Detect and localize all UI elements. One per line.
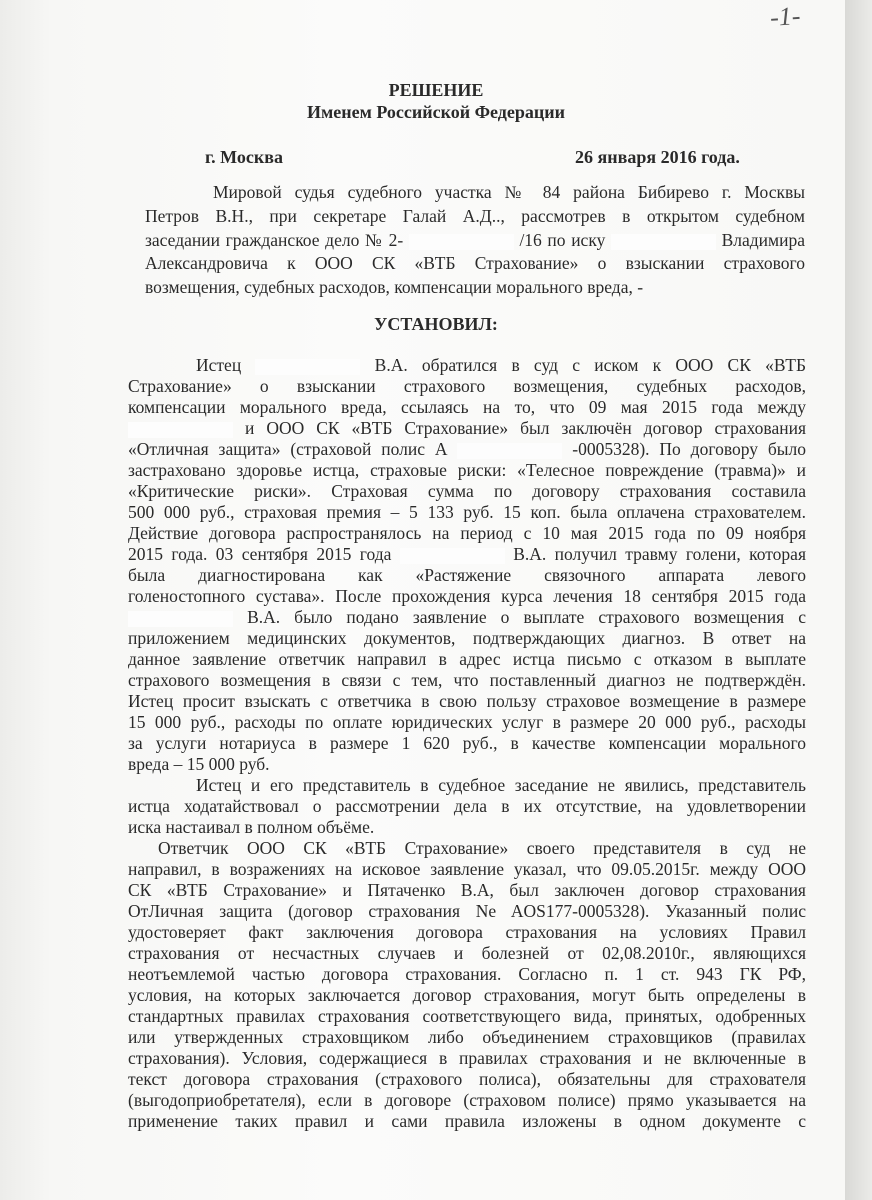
text-line [128,796,806,817]
text-segment: Истец и его представитель в судебное заседание не явились, представитель [196,775,806,795]
text-segment: направил, в возражениях на исковое заявление указал, что 09.05.2015г. между ООО [128,859,806,879]
handwritten-page-number: -1- [768,0,802,33]
text-segment: заседании гражданское дело № 2- [145,229,404,250]
text-line [128,922,806,943]
text-segment: В.А. было подано заявление о выплате страхового возмещения с [247,607,807,627]
text-segment: Действие договора распространялось на период с 10 мая 2015 года по 09 ноября [128,523,806,543]
page-edge-shadow [845,0,872,1200]
text-line [128,481,806,502]
text-segment: страхового возмещения в связи с тем, что поставленный диагноз не подтверждён. [128,670,806,690]
text-line [128,586,806,607]
redacted-name [128,422,233,438]
text-segment: Владимира [721,229,806,250]
text-line [145,252,805,276]
text-segment: текст договора страхования (страхового полиса), обязательны для страхователя [128,1069,806,1089]
redacted-name [409,234,514,250]
text-segment: -0005328). По договору было [572,439,806,459]
text-line [128,397,806,418]
decision-date: 26 января 2016 года. [575,147,740,167]
text-line [128,502,806,523]
text-segment: (выгодоприобретателя), если в договоре (страховом полисе) прямо указывается на [128,1090,806,1110]
text-segment: Истец [196,355,242,375]
text-line [128,712,806,733]
text-line [128,670,806,691]
body-text [128,355,806,1132]
text-line [128,754,806,775]
text-line [128,628,806,649]
text-segment: приложением медицинских документов, подтверждающих диагноз. В ответ на [128,628,806,648]
text-segment: или утвержденных страховщиком либо объединением страховщиков (правилах [128,1027,806,1047]
text-line [128,733,806,754]
text-segment: застраховано здоровье истца, страховые риски: «Телесное повреждение (травма)» и [128,460,806,480]
text-line [128,439,806,460]
text-segment: 2015 года. 03 сентября 2015 года [128,544,392,564]
text-segment: голеностопного сустава». После прохождения курса лечения 18 сентября 2015 года [128,586,806,606]
text-segment: /16 по иску [519,229,606,250]
text-line [128,565,806,586]
text-segment: и ООО СК «ВТБ Страхование» был заключён договор страхования [244,418,807,438]
text-segment: стандартных правилах страхования соответствующего вида, принятых, одобренных [128,1006,806,1026]
text-line [128,838,806,859]
text-line [128,775,806,796]
text-segment: за услуги нотариуса в размере 1 620 руб., в качестве компенсации морального [128,733,806,753]
document-title: РЕШЕНИЕ [388,80,484,100]
text-segment: вреда – 15 000 руб. [128,754,270,774]
text-line [128,1027,806,1048]
text-segment: 500 000 руб., страховая премия – 5 133 руб. 15 коп. была оплачена страхователем. [128,502,806,522]
text-line [128,649,806,670]
text-line [128,880,806,901]
text-line [128,859,806,880]
text-segment: возмещения, судебных расходов, компенсации морального вреда, - [145,277,644,298]
text-segment: Согласно п. 1 ст. 943 ГК РФ, [518,964,806,984]
text-segment: Страхование» о взыскании страхового возмещения, судебных расходов, [128,376,806,396]
text-line [128,418,806,439]
text-line [128,523,806,544]
text-segment: Петров В.Н., при секретаре Галай А.Д.., рассмотрев в открытом судебном [145,205,805,226]
text-line [128,1069,806,1090]
intro-paragraph [145,181,805,300]
text-line [128,985,806,1006]
text-segment: иска настаивал в полном объёме. [128,817,375,837]
text-line [145,205,805,229]
redacted-name [400,548,505,564]
text-line [128,607,806,628]
text-segment: применение таких правил и сами правила изложены в одном документе с [128,1111,806,1131]
text-segment: 15 000 руб., расходы по оплате юридических услуг в размере 20 000 руб., расходы [128,712,806,732]
text-line [128,1006,806,1027]
text-line [128,964,806,985]
text-line [128,460,806,481]
redacted-name [611,234,716,250]
text-segment: «Критические риски». Страховая сумма по договору страхования составила [128,481,806,501]
text-segment: страхования от несчастных случаев и болезней от 02,08.2010г., являющихся [128,943,806,963]
redacted-name [128,611,233,627]
text-segment: неотъемлемой частью договора страхования. [128,964,502,984]
text-line [145,276,805,300]
text-segment: Истец просит взыскать с ответчика в свою пользу страховое возмещение в размере [128,691,806,711]
text-line [128,355,806,376]
document-subtitle: Именем Российской Федерации [306,102,566,122]
text-segment: истца ходатайствовал о рассмотрении дела в их отсутствие, на удовлетворении [128,796,806,816]
text-segment: компенсации морального вреда, ссылаясь на то, что 09 мая 2015 года между [128,397,806,417]
text-line [145,229,805,253]
text-line [128,544,806,565]
text-line [128,691,806,712]
text-segment: данное заявление ответчик направил в адрес истца письмо с отказом в выплате [128,649,806,669]
text-segment: Александровича к ООО СК «ВТБ Страхование» о взыскании страхового [145,253,805,274]
text-segment: условия, на которых заключается договор страхования, могут быть определены в [128,985,806,1005]
text-line [128,1048,806,1069]
text-segment: ОтЛичная защита (договор страхования Ne AOS177-0005328). Указанный полис [128,901,806,921]
text-line [128,1090,806,1111]
text-segment: была диагностирована как «Растяжение связочного аппарата левого [128,565,806,585]
text-line [145,181,805,205]
text-line [128,943,806,964]
section-title: УСТАНОВИЛ: [374,314,498,334]
text-segment: страхования). Условия, содержащиеся в правилах страхования и не включенные в [128,1048,806,1068]
text-segment: Мировой судья судебного участка № 84 района Бибирево г. Москвы [213,182,805,202]
text-segment: Ответчик ООО СК «ВТБ Страхование» своего представителя в суд не [158,838,806,858]
text-segment: удостоверяет факт заключения договора страхования на условиях Правил [128,922,806,942]
text-line [128,376,806,397]
city: г. Москва [205,147,283,167]
text-line [128,901,806,922]
text-segment: В.А. обратился в суд с иском к ООО СК «ВТБ [374,355,807,375]
text-segment: «Отличная защита» (страховой полис А [128,439,448,459]
text-segment: В.А. получил травму голени, которая [513,544,806,564]
text-line [128,817,806,838]
text-segment: СК «ВТБ Страхование» и Пятаченко В.А, был заключен договор страхования [128,880,806,900]
redacted-name [255,359,360,375]
text-line [128,1111,806,1132]
redacted-name [457,443,562,459]
